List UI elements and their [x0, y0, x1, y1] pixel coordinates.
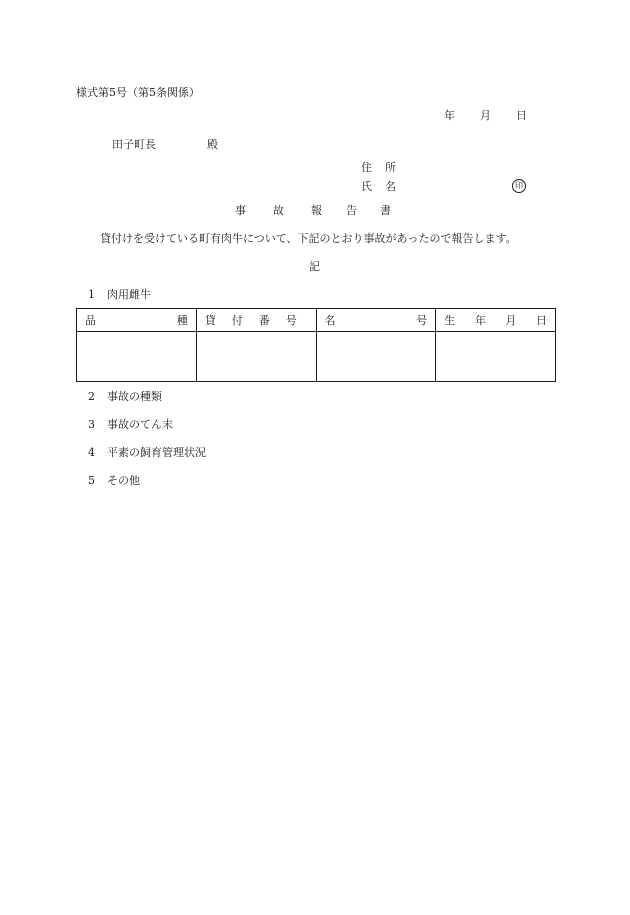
- date-year-label: 年: [444, 109, 455, 122]
- table-cell-breed[interactable]: [77, 332, 197, 382]
- date-month-label: 月: [480, 109, 491, 122]
- item-2-number: 2: [88, 390, 95, 403]
- item-3-label: 事故のてん末: [107, 418, 173, 431]
- title-char-3: 報: [311, 204, 322, 217]
- header-loan-char-4: 号: [285, 314, 297, 327]
- seal-icon: 印: [512, 179, 526, 193]
- item-5-label: その他: [107, 474, 140, 487]
- title-char-1: 事: [235, 204, 246, 217]
- form-id: 様式第5号（第5条関係）: [76, 86, 200, 99]
- header-birth-date: [436, 309, 556, 332]
- item-4-label: 平素の飼育管理状況: [107, 446, 206, 459]
- header-breed-char-2: 種: [176, 314, 188, 327]
- header-name-number: [316, 309, 436, 332]
- address-label-1: 住: [361, 161, 372, 174]
- item-1-number: 1: [88, 288, 95, 301]
- header-breed-char-1: 品: [85, 314, 96, 327]
- item-4-number: 4: [88, 446, 95, 459]
- table-cell-birth-date[interactable]: [436, 332, 556, 382]
- table-cell-name-number[interactable]: [316, 332, 436, 382]
- header-birth-char-2: 年: [474, 314, 486, 327]
- name-label-1: 氏: [361, 180, 372, 193]
- body-text: 貸付けを受けている町有肉牛について、下記のとおり事故があったので報告します。: [100, 232, 517, 245]
- header-loan-char-1: 貸: [204, 314, 216, 327]
- item-3-number: 3: [88, 418, 95, 431]
- date-day-label: 日: [516, 109, 527, 122]
- cattle-table: [76, 308, 556, 382]
- ki-heading: 記: [309, 260, 320, 273]
- header-loan-number: [196, 309, 316, 332]
- seal-mark: [512, 179, 526, 193]
- address-label-2: 所: [385, 161, 396, 174]
- addressee-honorific: 殿: [207, 138, 218, 151]
- header-loan-char-3: 番: [258, 314, 270, 327]
- header-birth-char-1: 生: [444, 314, 456, 327]
- table-cell-loan-number[interactable]: [196, 332, 316, 382]
- header-birth-char-3: 月: [505, 314, 517, 327]
- header-loan-char-2: 付: [231, 314, 243, 327]
- table-header-row: [77, 309, 556, 332]
- item-5-number: 5: [88, 474, 95, 487]
- header-birth-char-4: 日: [535, 314, 547, 327]
- item-2-label: 事故の種類: [107, 390, 162, 403]
- title-char-2: 故: [273, 204, 284, 217]
- title-char-5: 書: [380, 204, 391, 217]
- addressee-name: 田子町長: [112, 138, 156, 151]
- header-name-char-1: 名: [324, 314, 336, 327]
- table-row: [77, 332, 556, 382]
- title-char-4: 告: [346, 204, 357, 217]
- header-breed: [77, 309, 197, 332]
- item-1-label: 肉用雌牛: [107, 288, 151, 301]
- header-name-char-2: 号: [416, 314, 428, 327]
- name-label-2: 名: [385, 180, 396, 193]
